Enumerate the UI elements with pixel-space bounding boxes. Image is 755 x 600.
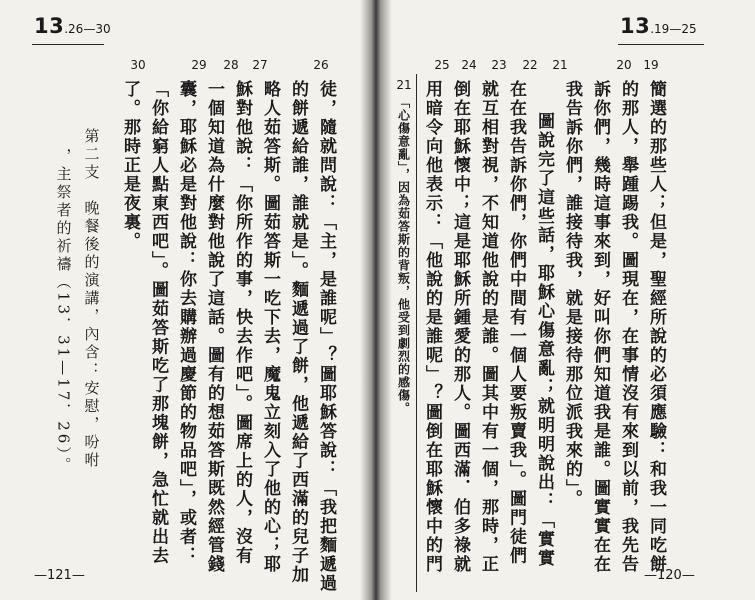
text-column: 的餅遞給誰，誰就是」。麵遞過了餅，他遞給了西滿的兒子加 <box>288 80 308 585</box>
page-header <box>34 14 111 44</box>
verse-number: 22 <box>522 58 538 72</box>
verse-range: .19—25 <box>650 22 697 36</box>
verse-number: 24 <box>461 58 477 72</box>
verse-range: .26—30 <box>64 22 111 36</box>
footnote-rule <box>416 74 417 592</box>
left-page <box>0 0 370 600</box>
verse-number: 25 <box>434 58 450 72</box>
text-column: 訴你們，幾時這事來到，好叫你們知道我是誰。圖實實在在 <box>590 80 610 574</box>
section-heading: 第二支 晚餐後的演講，內含：安慰，吩咐 <box>82 128 101 470</box>
verse-number: 28 <box>223 58 239 72</box>
chapter-number: 13 <box>34 14 65 38</box>
footnote-text: 「心傷意亂」，因為茹答斯的背叛，他受到劇烈的感傷。 <box>396 96 411 415</box>
verse-number: 29 <box>191 58 207 72</box>
page-header <box>620 14 697 44</box>
verse-number: 20 <box>616 58 632 72</box>
text-column: 我告訴你們，誰接待我，就是接待那位派我來的」。 <box>562 80 582 509</box>
text-column: 就互相對視，不知道他說的是誰。圖其中有一個，那時，正 <box>478 80 498 574</box>
text-column: 「你給窮人點東西吧」。圖茹答斯吃了那塊餅，急忙就出去 <box>148 80 168 566</box>
verse-number: 30 <box>130 58 146 72</box>
verse-number: 27 <box>252 58 268 72</box>
page-number: —120— <box>644 568 695 583</box>
verse-number: 23 <box>491 58 507 72</box>
text-column: 了。那時正是夜裏。 <box>120 80 140 251</box>
text-column: 在在我告訴你們，你們中間有一個人要叛賣我」。圖門徒們 <box>506 80 526 566</box>
verse-number: 19 <box>643 58 659 72</box>
text-column: 倒在耶穌懷中；這是耶穌所鍾愛的那人。圖西滿．伯多祿就 <box>450 80 470 574</box>
text-column: 圖說完了這些話，耶穌心傷意亂；就明明說出：「實實 <box>534 112 554 568</box>
text-column: 簡選的那些人；但是，聖經所說的必須應驗：和我一同吃餅 <box>646 80 666 574</box>
footnote-verse-number: 21 <box>396 78 412 92</box>
chapter-number: 13 <box>620 14 651 38</box>
verse-number: 21 <box>552 58 568 72</box>
section-heading: ，主祭者的祈禱（13．31—17．26）。 <box>54 148 73 475</box>
page-number: —121— <box>34 568 85 583</box>
text-column: 略人茹答斯。圖茹答斯一吃下去，魔鬼立刻入了他的心；耶 <box>260 80 280 574</box>
text-column: 一個知道為什麼對他說了這話。圖有的想茹答斯既然經管錢 <box>204 80 224 574</box>
book-gutter <box>360 0 392 600</box>
header-rule <box>618 44 704 45</box>
right-page <box>382 0 755 600</box>
text-column: 囊，耶穌必是對他說：你去購辦過慶節的物品吧」，或者： <box>176 80 196 566</box>
text-column: 穌對他說：「你所作的事，快去作吧」。圖席上的人，沒有 <box>232 80 252 566</box>
header-rule <box>32 44 104 45</box>
text-column: 徒，隨就問說：「主，是誰呢」？圖耶穌答說：「我把麵遞過 <box>316 80 336 593</box>
text-column: 的那人，舉踵踢我。圖現在，在事情沒有來到以前，我先告 <box>618 80 638 574</box>
text-column: 用暗令向他表示：「他說的是誰呢」？圖倒在耶穌懷中的門 <box>422 80 442 574</box>
verse-number: 26 <box>313 58 329 72</box>
